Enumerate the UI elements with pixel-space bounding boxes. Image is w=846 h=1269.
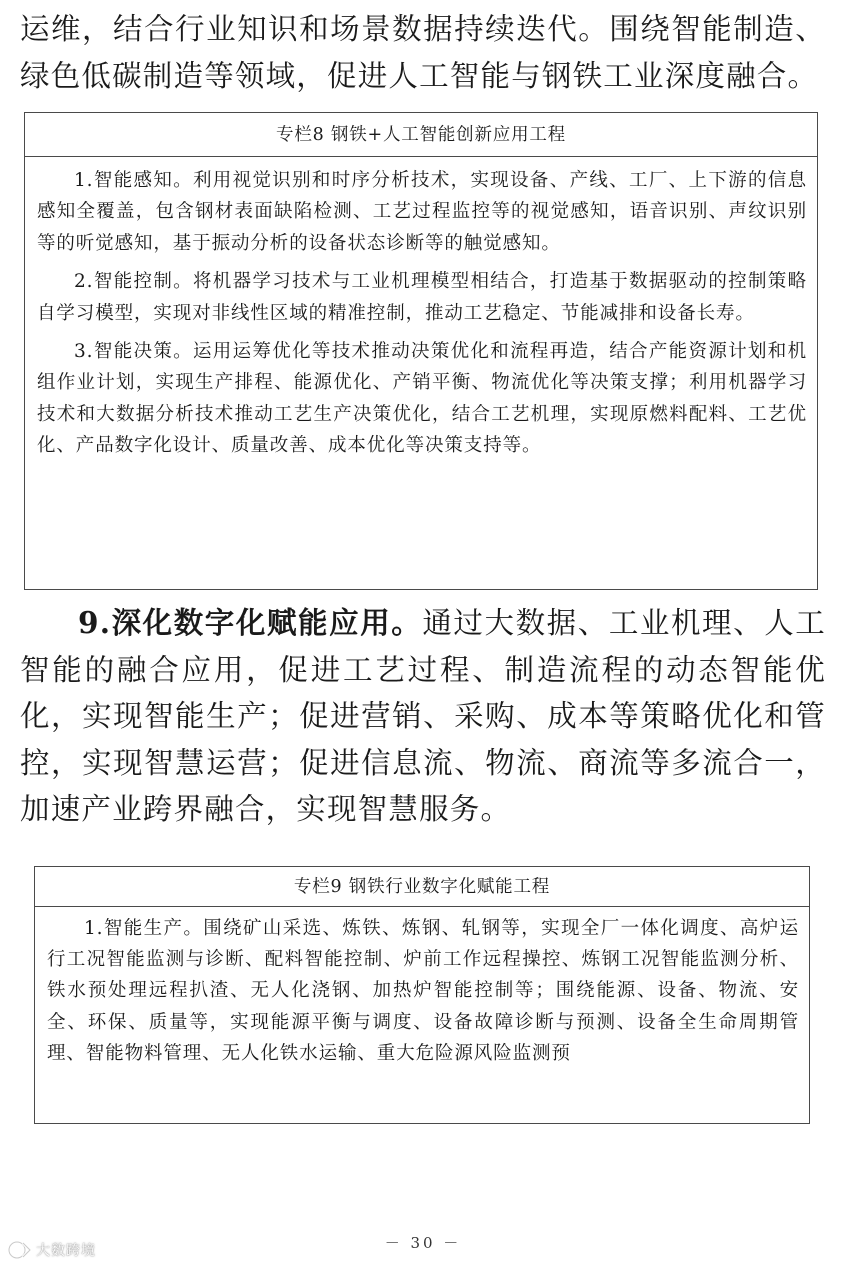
section-9-lead: 9.深化数字化赋能应用。 [78, 605, 423, 640]
page-number: － 30 － [384, 1234, 462, 1252]
item-text: 将机器学习技术与工业机理模型相结合，打造基于数据驱动的控制策略自学习模型，实现对非线性区域的精准控制，推动工艺稳定、节能减排和设备长寿。 [37, 271, 808, 324]
item-lead: 1.智能感知。 [74, 170, 193, 191]
item-lead: 3.智能决策。 [74, 341, 193, 363]
section-9-paragraph [20, 600, 826, 833]
column-9-item [47, 913, 799, 1069]
column-9-title: 专栏9 钢铁行业数字化赋能工程 [35, 867, 809, 907]
column-8-content [25, 157, 817, 462]
watermark-text: 大数跨境 [36, 1243, 96, 1259]
column-8-title: 专栏8 钢铁+人工智能创新应用工程 [25, 113, 817, 157]
item-text: 利用视觉识别和时序分析技术，实现设备、产线、工厂、上下游的信息感知全覆盖，包含钢材表面缺陷检测、工艺过程监控等的视觉感知，语音识别、声纹识别等的听觉感知，基于振动分析的设备状态诊断等的触觉感知。 [37, 170, 808, 254]
column-9-content [35, 907, 809, 1069]
column-9-box [34, 866, 810, 1124]
brand-logo-icon [6, 1239, 32, 1261]
column-8-item [37, 336, 807, 462]
item-text: 运用运筹优化等技术推动决策优化和流程再造，结合产能资源计划和机组作业计划，实现生产排程、能源优化、产销平衡、物流优化等决策支撑；利用机器学习技术和大数据分析技术推动工艺生产决策优化，结合工艺机理，实现原燃料配料、工艺优化、产品数字化设计、质量改善、成本优化等决策支持等。 [37, 341, 808, 457]
item-lead: 1.智能生产。 [84, 918, 204, 939]
column-8-item [37, 165, 807, 259]
section-9-text: 通过大数据、工业机理、人工智能的融合应用，促进工艺过程、制造流程的动态智能优化，实现智能生产；促进营销、采购、成本等策略优化和管控，实现智慧运营；促进信息流、物流、商流等多流合一，加速产业跨界融合，实现智慧服务。 [20, 606, 826, 826]
intro-paragraph: 运维，结合行业知识和场景数据持续迭代。围绕智能制造、绿色低碳制造等领域，促进人工智能与钢铁工业深度融合。 [20, 12, 826, 93]
column-8-box [24, 112, 818, 590]
item-lead: 2.智能控制。 [74, 271, 193, 293]
item-text: 围绕矿山采选、炼铁、炼钢、轧钢等，实现全厂一体化调度、高炉运行工况智能监测与诊断、配料智能控制、炉前工作远程操控、炼钢工况智能监测分析、铁水预处理远程扒渣、无人化浇钢、加热炉智能控制等；围绕能源、设备、物流、安全、环保、质量等，实现能源平衡与调度、设备故障诊断与预测、设备全生命周期管理、智能物料管理、无人化铁水运输、重大危险源风险监测预 [47, 918, 799, 1064]
column-8-item [37, 266, 807, 329]
watermark [6, 1238, 96, 1262]
